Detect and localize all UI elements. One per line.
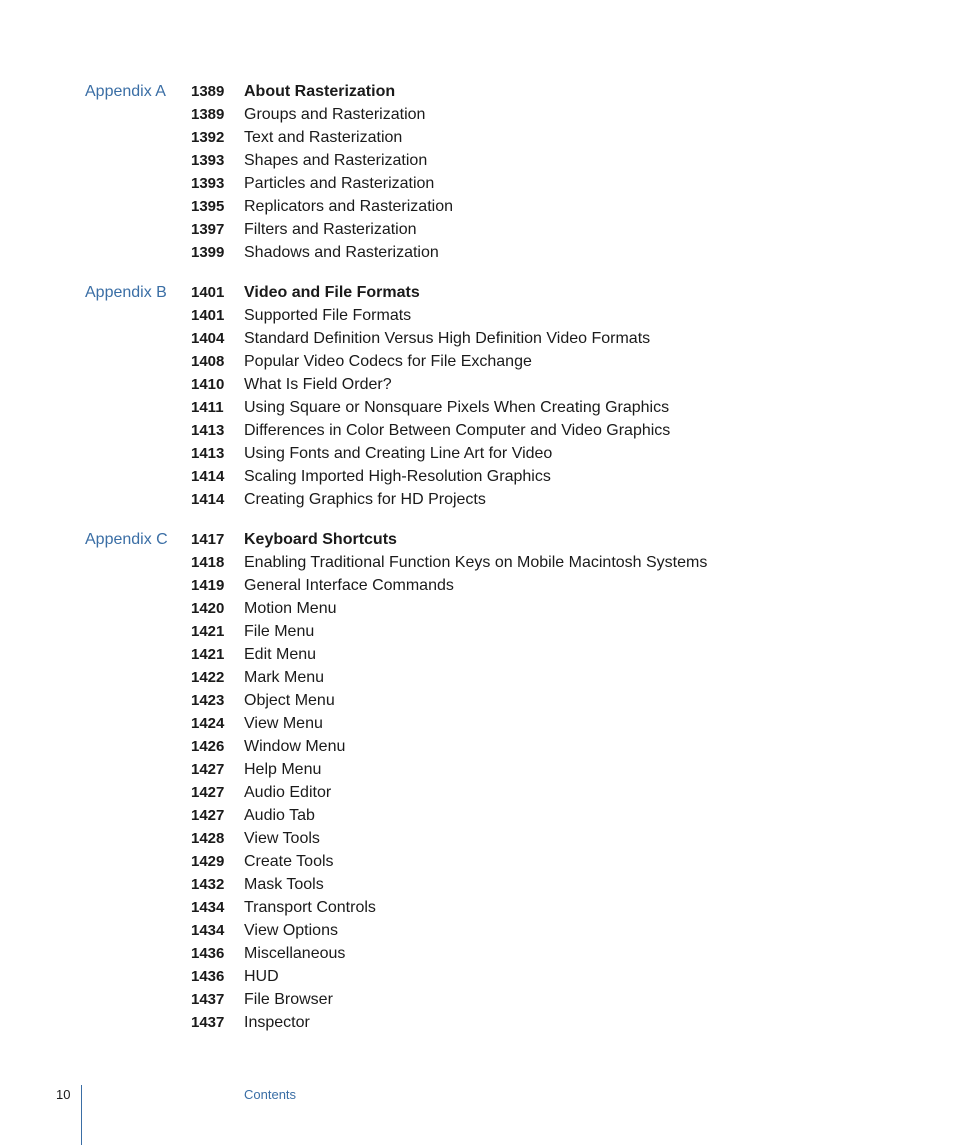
toc-entry[interactable] <box>0 689 954 712</box>
toc-entry-title: Help Menu <box>244 761 322 778</box>
toc-entry[interactable] <box>0 850 954 873</box>
toc-entry-title: Using Fonts and Creating Line Art for Video <box>244 445 553 462</box>
toc-entry-page-number: 1434 <box>191 899 225 916</box>
toc-entry-title: Groups and Rasterization <box>244 106 426 123</box>
toc-entry[interactable] <box>0 195 954 218</box>
toc-entry[interactable] <box>0 965 954 988</box>
toc-entry-page-number: 1401 <box>191 307 225 324</box>
toc-entry[interactable] <box>0 758 954 781</box>
toc-entry[interactable] <box>0 597 954 620</box>
toc-entry-page-number: 1417 <box>191 531 225 548</box>
toc-entry[interactable] <box>0 396 954 419</box>
toc-entry-title: Scaling Imported High-Resolution Graphics <box>244 468 551 485</box>
toc-entry-page-number: 1414 <box>191 491 225 508</box>
toc-entry-page-number: 1424 <box>191 715 225 732</box>
toc-entry-page-number: 1437 <box>191 991 225 1008</box>
toc-entry[interactable] <box>0 103 954 126</box>
toc-entry-page-number: 1404 <box>191 330 225 347</box>
toc-entry[interactable] <box>0 218 954 241</box>
toc-entry-page-number: 1395 <box>191 198 225 215</box>
toc-entry[interactable] <box>0 574 954 597</box>
toc-entry-page-number: 1436 <box>191 968 225 985</box>
footer-section-title: Contents <box>244 1087 297 1102</box>
footer-divider <box>81 1085 82 1145</box>
toc-entry[interactable] <box>0 781 954 804</box>
appendix-a-label[interactable]: Appendix A <box>85 83 166 100</box>
toc-entry-page-number: 1410 <box>191 376 225 393</box>
toc-entry-title: Inspector <box>244 1014 310 1031</box>
toc-entry-title: Create Tools <box>244 853 334 870</box>
toc-entry-page-number: 1427 <box>191 761 225 778</box>
toc-entry-page-number: 1434 <box>191 922 225 939</box>
toc-entry[interactable] <box>0 488 954 511</box>
toc-entry[interactable] <box>0 241 954 264</box>
toc-entry[interactable] <box>0 442 954 465</box>
toc-entry[interactable] <box>0 1011 954 1034</box>
toc-entry-title: Transport Controls <box>244 899 376 916</box>
toc-chapter-heading[interactable] <box>0 528 954 551</box>
toc-entry-page-number: 1428 <box>191 830 225 847</box>
toc-entry-title: Audio Editor <box>244 784 332 801</box>
toc-chapter-heading[interactable] <box>0 80 954 103</box>
toc-entry-title: Window Menu <box>244 738 346 755</box>
toc-entry[interactable] <box>0 735 954 758</box>
toc-entry-title: Supported File Formats <box>244 307 412 324</box>
toc-entry-page-number: 1401 <box>191 284 225 301</box>
toc-entry[interactable] <box>0 419 954 442</box>
toc-entry-title: Miscellaneous <box>244 945 346 962</box>
toc-chapter-heading[interactable] <box>0 281 954 304</box>
toc-entry-title: File Menu <box>244 623 315 640</box>
toc-entry[interactable] <box>0 804 954 827</box>
toc-entry-page-number: 1397 <box>191 221 225 238</box>
toc-entry[interactable] <box>0 643 954 666</box>
toc-entry-title: About Rasterization <box>244 83 396 100</box>
toc-entry-page-number: 1418 <box>191 554 225 571</box>
toc-entry-title: Differences in Color Between Computer and Video Graphics <box>244 422 671 439</box>
toc-entry[interactable] <box>0 465 954 488</box>
toc-entry-title: View Menu <box>244 715 323 732</box>
toc-entry-title: General Interface Commands <box>244 577 454 594</box>
toc-entry-page-number: 1389 <box>191 106 225 123</box>
toc-entry-title: Enabling Traditional Function Keys on Mobile Macintosh Systems <box>244 554 708 571</box>
toc-entry[interactable] <box>0 712 954 735</box>
toc-entry[interactable] <box>0 620 954 643</box>
toc-entry-title: Keyboard Shortcuts <box>244 531 397 548</box>
toc-entry-title: Text and Rasterization <box>244 129 403 146</box>
toc-entry-title: Mask Tools <box>244 876 324 893</box>
appendix-c-label[interactable]: Appendix C <box>85 531 168 548</box>
toc-entry-page-number: 1427 <box>191 784 225 801</box>
toc-entry-page-number: 1420 <box>191 600 225 617</box>
toc-entry-page-number: 1393 <box>191 175 225 192</box>
toc-entry-title: Replicators and Rasterization <box>244 198 453 215</box>
toc-entry-page-number: 1392 <box>191 129 225 146</box>
toc-entry-page-number: 1419 <box>191 577 225 594</box>
toc-entry-page-number: 1393 <box>191 152 225 169</box>
toc-entry-title: Audio Tab <box>244 807 315 824</box>
toc-entry[interactable] <box>0 172 954 195</box>
toc-entry-page-number: 1429 <box>191 853 225 870</box>
toc-entry-page-number: 1426 <box>191 738 225 755</box>
toc-entry-title: File Browser <box>244 991 333 1008</box>
toc-entry[interactable] <box>0 827 954 850</box>
toc-entry-page-number: 1411 <box>191 399 224 416</box>
toc-entry[interactable] <box>0 126 954 149</box>
toc-entry-page-number: 1437 <box>191 1014 225 1031</box>
toc-entry[interactable] <box>0 873 954 896</box>
toc-entry-page-number: 1413 <box>191 422 225 439</box>
toc-entry-page-number: 1421 <box>191 623 225 640</box>
toc-entry-page-number: 1436 <box>191 945 225 962</box>
toc-entry-page-number: 1399 <box>191 244 225 261</box>
toc-entry[interactable] <box>0 942 954 965</box>
appendix-a-entries <box>0 80 954 264</box>
toc-entry-title: Using Square or Nonsquare Pixels When Creating Graphics <box>244 399 670 416</box>
toc-entry[interactable] <box>0 304 954 327</box>
toc-entry[interactable] <box>0 350 954 373</box>
toc-entry-title: Standard Definition Versus High Definition Video Formats <box>244 330 651 347</box>
toc-entry-title: Video and File Formats <box>244 284 420 301</box>
toc-entry-page-number: 1427 <box>191 807 225 824</box>
toc-entry-title: Filters and Rasterization <box>244 221 417 238</box>
footer-page-number: 10 <box>56 1087 71 1102</box>
toc-entry[interactable] <box>0 896 954 919</box>
appendix-b-label[interactable]: Appendix B <box>85 284 167 301</box>
toc-entry-title: Popular Video Codecs for File Exchange <box>244 353 532 370</box>
toc-entry-title: HUD <box>244 968 279 985</box>
toc-entry[interactable] <box>0 666 954 689</box>
toc-entry-title: Edit Menu <box>244 646 317 663</box>
toc-entry-title: Shadows and Rasterization <box>244 244 439 261</box>
toc-entry[interactable] <box>0 327 954 350</box>
toc-entry-title: View Tools <box>244 830 320 847</box>
toc-entry-page-number: 1408 <box>191 353 225 370</box>
toc-entry-page-number: 1414 <box>191 468 225 485</box>
toc-entry-page-number: 1389 <box>191 83 225 100</box>
toc-entry-title: Motion Menu <box>244 600 337 617</box>
toc-entry-title: What Is Field Order? <box>244 376 392 393</box>
toc-entry-page-number: 1422 <box>191 669 225 686</box>
toc-entry[interactable] <box>0 373 954 396</box>
toc-entry[interactable] <box>0 551 954 574</box>
appendix-b-entries <box>0 281 954 511</box>
toc-entry-title: View Options <box>244 922 338 939</box>
toc-entry-page-number: 1423 <box>191 692 225 709</box>
toc-entry[interactable] <box>0 988 954 1011</box>
toc-entry[interactable] <box>0 149 954 172</box>
toc-entry-page-number: 1432 <box>191 876 225 893</box>
toc-entry-page-number: 1421 <box>191 646 225 663</box>
appendix-c-entries <box>0 528 954 1034</box>
toc-entry-page-number: 1413 <box>191 445 225 462</box>
toc-entry-title: Particles and Rasterization <box>244 175 435 192</box>
toc-entry-title: Shapes and Rasterization <box>244 152 428 169</box>
toc-entry-title: Mark Menu <box>244 669 325 686</box>
toc-entry-title: Object Menu <box>244 692 335 709</box>
toc-entry[interactable] <box>0 919 954 942</box>
toc-entry-title: Creating Graphics for HD Projects <box>244 491 486 508</box>
